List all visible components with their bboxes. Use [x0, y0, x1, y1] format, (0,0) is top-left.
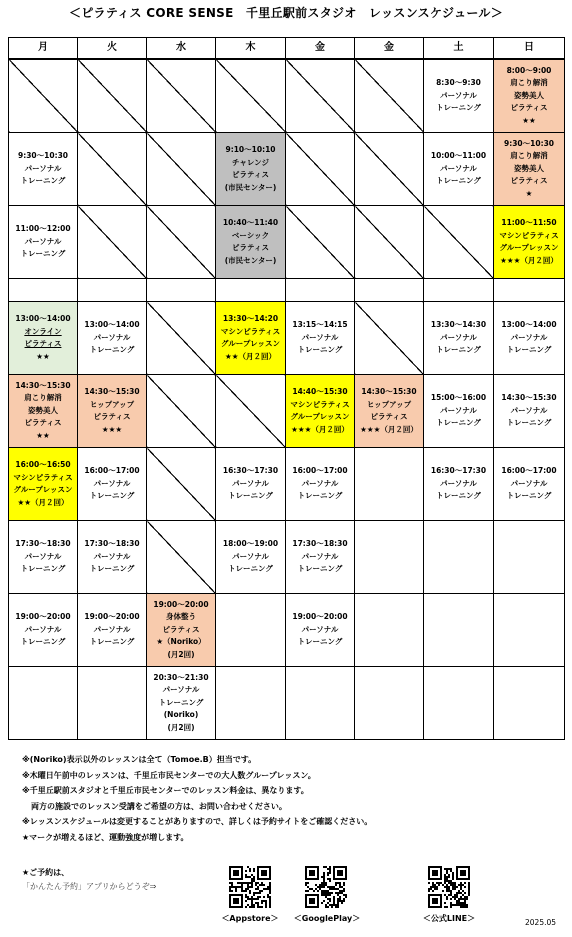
lesson-cell: [9, 594, 78, 667]
lesson-detail: 姿勢美人: [514, 90, 544, 100]
lesson-time: 17:30～18:30: [15, 539, 71, 549]
lesson-detail: トレーニング: [228, 564, 273, 574]
lesson-detail: パーソナル: [440, 405, 477, 415]
lesson-time: 19:00～20:00: [15, 612, 71, 622]
lesson-detail: パーソナル: [24, 624, 62, 634]
lesson-time: 17:30～18:30: [84, 539, 140, 549]
issue-date: 2025.05: [525, 918, 557, 927]
lesson-detail: (Noriko): [163, 710, 199, 720]
line-qr-code[interactable]: [428, 866, 470, 908]
booking-info: [22, 866, 156, 894]
lesson-detail: パーソナル: [301, 624, 339, 634]
day-header: 金: [286, 38, 355, 60]
lesson-time: 14:30～15:30: [501, 393, 557, 403]
lesson-detail: ★★★（月２回）: [360, 424, 418, 434]
lesson-detail: ★: [525, 188, 533, 198]
lesson-detail: トレーニング: [89, 345, 135, 355]
lesson-detail: 肩こり解消: [510, 78, 548, 88]
lesson-detail: マシンピラティス: [13, 472, 73, 482]
lesson-time: 19:00～20:00: [292, 612, 348, 622]
day-header: 水: [147, 38, 216, 60]
lesson-time: 13:15～14:15: [292, 320, 348, 330]
lesson-detail: 肩こり解消: [24, 393, 62, 403]
lesson-detail: ベーシック: [231, 230, 270, 240]
day-header-row: [9, 38, 565, 60]
lesson-time: 13:30～14:30: [430, 320, 487, 330]
lesson-detail: 姿勢美人: [28, 405, 58, 415]
lesson-detail: パーソナル: [232, 478, 269, 488]
lesson-time: 16:30～17:30: [222, 466, 279, 476]
lesson-cell: [216, 302, 286, 375]
lesson-time: 17:30～18:30: [292, 539, 348, 549]
lesson-detail: パーソナル: [301, 478, 339, 488]
googleplay-qr-code[interactable]: [305, 866, 347, 908]
lesson-detail: トレーニング: [89, 491, 135, 501]
day-header: 月: [9, 38, 78, 60]
note-line: ※レッスンスケジュールは変更することがありますので、詳しくは予約サイトをご確認ください。: [22, 817, 373, 826]
note-line: 両方の施設でのレッスン受講をご希望の方は、お問い合わせください。: [31, 801, 287, 811]
lesson-cell: [9, 448, 78, 521]
lesson-detail: パーソナル: [162, 685, 200, 695]
note-line: ★マークが増えるほど、運動強度が増します。: [22, 832, 189, 842]
schedule-body: [9, 59, 565, 740]
unavailable-cell: [147, 302, 216, 375]
unavailable-cell: [355, 133, 424, 206]
day-header: 火: [78, 38, 147, 60]
lesson-cell: [424, 375, 494, 448]
lesson-cell: [494, 375, 565, 448]
lesson-detail: ピラティス: [24, 418, 62, 428]
lesson-detail: パーソナル: [24, 551, 62, 561]
lesson-detail: ★★: [522, 115, 536, 125]
lesson-cell: [9, 206, 78, 279]
lesson-detail: ★★★（月２回）: [500, 255, 558, 265]
lesson-cell: [216, 133, 286, 206]
lesson-detail: オンライン: [24, 326, 62, 336]
lesson-cell: [355, 375, 424, 448]
lesson-cell: [216, 206, 286, 279]
lesson-detail: トレーニング: [436, 176, 481, 186]
lesson-time: 16:30～17:30: [430, 466, 487, 476]
empty-cell: [147, 279, 216, 302]
empty-cell: [216, 279, 286, 302]
appstore-label: ＜Appstore＞: [221, 914, 279, 923]
day-header: 金: [355, 38, 424, 60]
schedule-row: [9, 133, 565, 206]
unavailable-cell: [355, 206, 424, 279]
lesson-cell: [78, 521, 147, 594]
unavailable-cell: [147, 133, 216, 206]
lesson-detail: ピラティス: [93, 412, 131, 421]
schedule-row: [9, 206, 565, 279]
lesson-detail: ピラティス: [232, 243, 269, 252]
lesson-time: 13:00～14:00: [15, 314, 71, 323]
schedule-row: [9, 375, 565, 448]
lesson-detail: ピラティス: [370, 412, 408, 421]
lesson-detail: ヒップアップ: [89, 399, 135, 409]
lesson-detail: マシンピラティス: [290, 399, 350, 409]
lesson-detail: ピラティス: [162, 624, 200, 634]
empty-cell: [355, 667, 424, 740]
lesson-cell: [147, 594, 216, 667]
lesson-detail: ★★: [36, 430, 50, 440]
lesson-time: 10:00～11:00: [430, 151, 487, 161]
unavailable-cell: [9, 59, 78, 133]
lesson-cell: [78, 375, 147, 448]
lesson-time: 9:10～10:10: [225, 145, 276, 154]
lesson-detail: パーソナル: [440, 90, 477, 100]
lesson-time: 11:00～11:50: [501, 218, 557, 227]
lesson-cell: [494, 448, 565, 521]
lesson-time: 9:30～10:30: [503, 138, 555, 148]
lesson-detail: トレーニング: [297, 637, 343, 647]
lesson-detail: トレーニング: [297, 491, 343, 501]
lesson-cell: [147, 667, 216, 740]
lesson-detail: パーソナル: [232, 551, 269, 561]
schedule-row: [9, 521, 565, 594]
lesson-detail: マシンピラティス: [220, 326, 281, 336]
lesson-time: 13:30～14:20: [222, 314, 279, 323]
unavailable-cell: [147, 206, 216, 279]
lesson-detail: トレーニング: [20, 249, 66, 259]
lesson-detail: トレーニング: [20, 564, 66, 574]
lesson-time: 16:00～17:00: [501, 466, 557, 476]
schedule-table: [8, 37, 565, 740]
lesson-detail: トレーニング: [506, 345, 552, 355]
lesson-cell: [286, 521, 355, 594]
lesson-time: 15:00～16:00: [430, 393, 487, 403]
unavailable-cell: [216, 59, 286, 133]
lesson-detail: チャレンジ: [232, 157, 269, 167]
lesson-detail: 肩こり解消: [510, 151, 548, 161]
lesson-detail: 姿勢美人: [514, 163, 544, 173]
lesson-detail: グループレッスン: [13, 485, 73, 494]
lesson-detail: パーソナル: [24, 236, 62, 246]
lesson-detail: グループレッスン: [499, 243, 559, 252]
lesson-detail: パーソナル: [440, 332, 477, 342]
empty-cell: [355, 521, 424, 594]
lesson-detail: ★★（月２回）: [17, 497, 69, 507]
lesson-cell: [424, 448, 494, 521]
lesson-detail: トレーニング: [436, 345, 481, 355]
lesson-detail: トレーニング: [506, 491, 552, 501]
unavailable-cell: [147, 375, 216, 448]
lesson-detail: ★★（月２回）: [225, 351, 276, 361]
lesson-detail: マシンピラティス: [499, 230, 559, 240]
lesson-detail: トレーニング: [436, 418, 481, 428]
lesson-time: 8:30～9:30: [436, 78, 481, 88]
day-header: 日: [494, 38, 565, 60]
lesson-detail: トレーニング: [297, 345, 343, 355]
empty-cell: [9, 667, 78, 740]
lesson-detail: パーソナル: [24, 163, 62, 173]
lesson-time: 16:00～16:50: [15, 460, 71, 469]
unavailable-cell: [286, 206, 355, 279]
lesson-detail: パーソナル: [93, 624, 131, 634]
lesson-detail: グループレッスン: [220, 339, 281, 348]
lesson-detail: パーソナル: [93, 332, 131, 342]
lesson-cell: [216, 521, 286, 594]
unavailable-cell: [147, 448, 216, 521]
notes: [22, 752, 372, 845]
lesson-detail: トレーニング: [89, 564, 135, 574]
empty-cell: [286, 667, 355, 740]
lesson-cell: [9, 521, 78, 594]
empty-cell: [9, 279, 78, 302]
schedule-row: [9, 594, 565, 667]
lesson-detail: パーソナル: [301, 332, 339, 342]
unavailable-cell: [78, 206, 147, 279]
lesson-cell: [286, 375, 355, 448]
lesson-detail: トレーニング: [20, 176, 66, 186]
lesson-time: 20:30～21:30: [153, 672, 209, 682]
lesson-detail: 身体整う: [166, 612, 196, 622]
lesson-detail: ピラティス: [510, 103, 548, 113]
lesson-detail: ピラティス: [232, 170, 269, 179]
lesson-detail: トレーニング: [506, 418, 552, 428]
lesson-detail: ヒップアップ: [366, 399, 412, 409]
lesson-detail: トレーニング: [228, 491, 273, 501]
booking-heading: ★ご予約は、: [22, 868, 70, 877]
day-header: 土: [424, 38, 494, 60]
lesson-time: 18:00～19:00: [222, 539, 279, 549]
lesson-detail: ピラティス: [510, 176, 548, 186]
lesson-time: 9:30～10:30: [17, 151, 69, 161]
unavailable-cell: [286, 133, 355, 206]
appstore-qr-code[interactable]: [229, 866, 271, 908]
lesson-time: 16:00～17:00: [292, 466, 348, 476]
note-line: ※木曜日午前中のレッスンは、千里丘市民センターでの大人数グループレッスン。: [22, 770, 316, 780]
lesson-time: 14:30～15:30: [361, 387, 417, 396]
empty-cell: [424, 279, 494, 302]
empty-cell: [216, 594, 286, 667]
lesson-detail: グループレッスン: [290, 412, 350, 421]
note-line: ※千里丘駅前スタジオと千里丘市民センターでのレッスン料金は、異なります。: [22, 786, 309, 795]
lesson-cell: [424, 59, 494, 133]
lesson-cell: [286, 302, 355, 375]
empty-cell: [424, 594, 494, 667]
empty-cell: [424, 521, 494, 594]
day-header: 木: [216, 38, 286, 60]
lesson-detail: ★★★: [101, 424, 123, 434]
lesson-detail: パーソナル: [93, 551, 131, 561]
lesson-detail: トレーニング: [89, 637, 135, 647]
unavailable-cell: [78, 59, 147, 133]
lesson-cell: [9, 133, 78, 206]
lesson-cell: [286, 594, 355, 667]
lesson-detail: パーソナル: [510, 478, 548, 488]
empty-cell: [424, 667, 494, 740]
empty-cell: [494, 667, 565, 740]
lesson-cell: [494, 206, 565, 279]
unavailable-cell: [147, 521, 216, 594]
empty-cell: [494, 594, 565, 667]
lesson-time: 14:30～15:30: [15, 380, 71, 390]
lesson-detail: パーソナル: [301, 551, 339, 561]
empty-cell: [494, 279, 565, 302]
empty-cell: [78, 667, 147, 740]
empty-cell: [78, 279, 147, 302]
lesson-time: 13:00～14:00: [501, 320, 557, 330]
lesson-detail: トレーニング: [20, 637, 66, 647]
lesson-detail: トレーニング: [297, 564, 343, 574]
lesson-time: 13:00～14:00: [84, 320, 140, 330]
lesson-cell: [494, 59, 565, 133]
lesson-detail: ★★: [36, 351, 50, 361]
schedule-row: [9, 667, 565, 740]
lesson-cell: [424, 133, 494, 206]
lesson-detail: (月2回): [167, 649, 195, 659]
lesson-cell: [424, 302, 494, 375]
lesson-detail: トレーニング: [436, 491, 481, 501]
lesson-cell: [286, 448, 355, 521]
booking-subtext: 「かんたん予約」アプリからどうぞ⇒: [22, 882, 157, 891]
lesson-cell: [494, 133, 565, 206]
empty-cell: [286, 279, 355, 302]
unavailable-cell: [147, 59, 216, 133]
lesson-cell: [78, 302, 147, 375]
note-line: ※(Noriko)表示以外のレッスンは全て（Tomoe.B）担当です。: [22, 755, 257, 764]
googleplay-label: ＜GooglePlay＞: [293, 914, 361, 923]
lesson-time: 16:00～17:00: [84, 466, 140, 476]
lesson-detail: (市民センター): [224, 182, 277, 192]
lesson-detail: ★（Noriko）: [156, 637, 206, 647]
lesson-cell: [494, 302, 565, 375]
lesson-time: 14:40～15:30: [292, 387, 348, 396]
lesson-detail: (月2回): [167, 722, 195, 732]
lesson-time: 10:40～11:40: [222, 218, 279, 227]
lesson-detail: ★★★（月２回）: [291, 424, 349, 434]
line-label: ＜公式LINE＞: [422, 914, 476, 923]
lesson-time: 14:30～15:30: [84, 387, 140, 396]
lesson-detail: トレーニング: [158, 697, 204, 707]
schedule-row: [9, 279, 565, 302]
empty-cell: [355, 279, 424, 302]
empty-cell: [494, 521, 565, 594]
unavailable-cell: [355, 59, 424, 133]
unavailable-cell: [78, 133, 147, 206]
lesson-time: 19:00～20:00: [84, 612, 140, 622]
schedule-row: [9, 448, 565, 521]
empty-cell: [216, 667, 286, 740]
lesson-detail: パーソナル: [510, 405, 548, 415]
lesson-detail: パーソナル: [93, 478, 131, 488]
unavailable-cell: [216, 375, 286, 448]
lesson-cell: [9, 302, 78, 375]
empty-cell: [355, 594, 424, 667]
schedule-row: [9, 302, 565, 375]
unavailable-cell: [286, 59, 355, 133]
lesson-cell: [78, 594, 147, 667]
lesson-time: 11:00～12:00: [15, 224, 71, 234]
unavailable-cell: [355, 302, 424, 375]
lesson-detail: パーソナル: [440, 478, 477, 488]
lesson-detail: パーソナル: [510, 332, 548, 342]
lesson-detail: ピラティス: [24, 339, 62, 348]
lesson-detail: (市民センター): [224, 255, 277, 265]
lesson-detail: トレーニング: [436, 103, 481, 113]
lesson-cell: [9, 375, 78, 448]
unavailable-cell: [424, 206, 494, 279]
lesson-time: 19:00～20:00: [153, 599, 209, 609]
lesson-cell: [216, 448, 286, 521]
lesson-cell: [78, 448, 147, 521]
empty-cell: [355, 448, 424, 521]
page-title: ＜ピラティス CORE SENSE 千里丘駅前スタジオ レッスンスケジュール＞: [68, 6, 504, 20]
lesson-time: 8:00～9:00: [506, 65, 552, 75]
schedule-row: [9, 59, 565, 133]
lesson-detail: パーソナル: [440, 163, 477, 173]
